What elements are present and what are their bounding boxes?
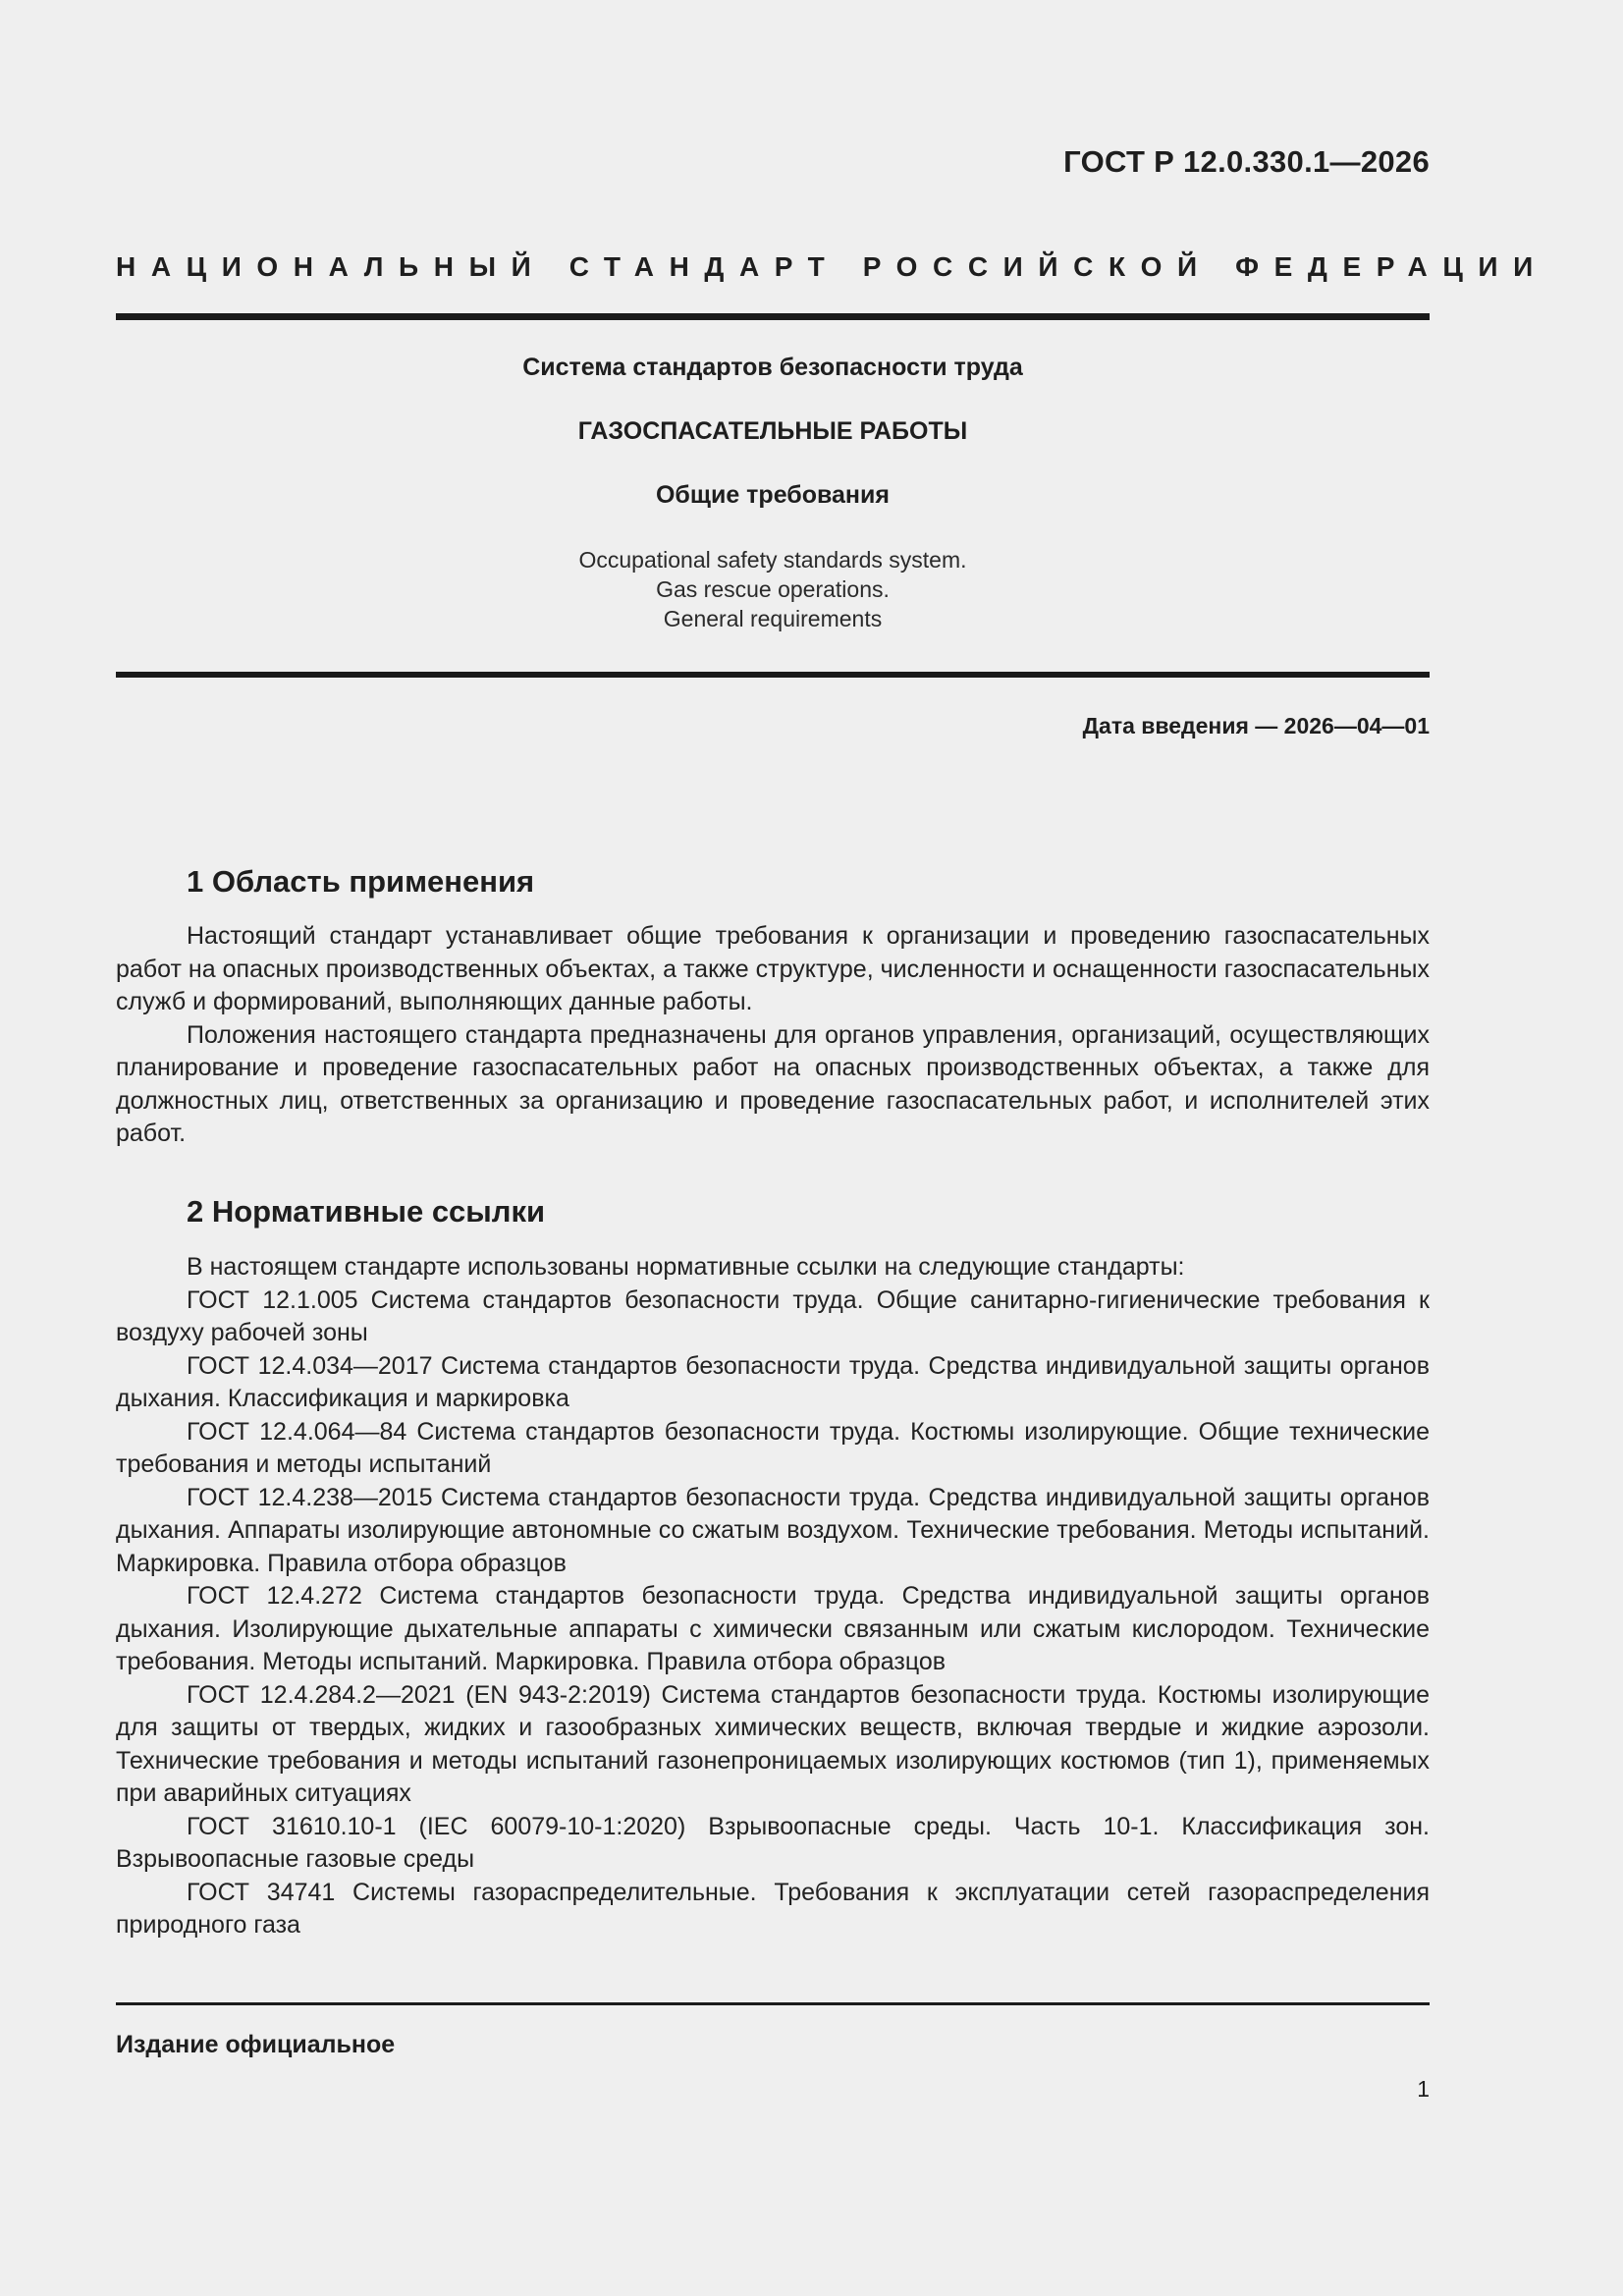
national-standard-banner: НАЦИОНАЛЬНЫЙ СТАНДАРТ РОССИЙСКОЙ ФЕДЕРАЦИИ	[116, 251, 1548, 282]
section-2-heading: 2 Нормативные ссылки	[187, 1194, 546, 1229]
reference-item: ГОСТ 12.1.005 Система стандартов безопасности труда. Общие санитарно-гигиенические требования к воздуху рабочей зоны	[116, 1285, 1430, 1346]
reference-item: ГОСТ 12.4.064—84 Система стандартов безопасности труда. Костюмы изолирующие. Общие технические требования и методы испытаний	[116, 1417, 1430, 1478]
reference-item: ГОСТ 12.4.034—2017 Система стандартов безопасности труда. Средства индивидуальной защиты органов дыхания. Классификация и маркировка	[116, 1351, 1430, 1412]
system-title: Система стандартов безопасности труда	[522, 354, 1023, 381]
paragraph: В настоящем стандарте использованы нормативные ссылки на следующие стандарты:	[187, 1253, 1185, 1281]
english-title	[116, 545, 1430, 633]
english-title-line: Occupational safety standards system.	[578, 547, 967, 573]
reference-item: ГОСТ 12.4.272 Система стандартов безопасности труда. Средства индивидуальной защиты органов дыхания. Изолирующие дыхательные аппараты с химически связанным или сжатым кислородом. Технические требования. Методы испытаний. Маркировка. Правила отбора образцов	[116, 1582, 1430, 1675]
reference-item: ГОСТ 31610.10-1 (IEC 60079-10-1:2020) Взрывоопасные среды. Часть 10-1. Классификация зон. Взрывоопасные газовые среды	[116, 1812, 1430, 1873]
main-title: ГАЗОСПАСАТЕЛЬНЫЕ РАБОТЫ	[577, 417, 968, 445]
paragraph: Настоящий стандарт устанавливает общие требования к организации и проведению газоспасательных работ на опасных производственных объектах, а также структуре, численности и оснащенности газоспасательных служб и формирований, выполняющих данные работы.	[116, 922, 1430, 1015]
english-title-line: Gas rescue operations.	[656, 576, 890, 602]
section-2-body	[116, 1251, 1430, 1942]
document-code: ГОСТ Р 12.0.330.1—2026	[1063, 144, 1430, 179]
official-edition-label: Издание официальное	[116, 2031, 396, 2058]
reference-item: ГОСТ 12.4.238—2015 Система стандартов безопасности труда. Средства индивидуальной защиты органов дыхания. Аппараты изолирующие автономные со сжатым воздухом. Технические требования. Методы испытаний. Маркировка. Правила отбора образцов	[116, 1483, 1430, 1577]
title-divider	[116, 672, 1430, 678]
document-page	[116, 0, 1548, 2296]
section-1-body	[116, 920, 1430, 1151]
reference-item: ГОСТ 12.4.284.2—2021 (EN 943-2:2019) Система стандартов безопасности труда. Костюмы изолирующие для защиты от твердых, жидких и газообразных химических веществ, включая твердые и жидкие аэрозоли. Технические требования и методы испытаний газонепроницаемых изолирующих костюмов (тип 1), применяемых при аварийных ситуациях	[116, 1680, 1430, 1807]
subtitle: Общие требования	[655, 481, 890, 509]
reference-item: ГОСТ 34741 Системы газораспределительные. Требования к эксплуатации сетей газораспределения природного газа	[116, 1878, 1430, 1939]
paragraph: Положения настоящего стандарта предназначены для органов управления, организаций, осуществляющих планирование и проведение газоспасательных работ на опасных производственных объектах, а также для должностных лиц, ответственных за организацию и проведение газоспасательных работ, и исполнителей этих работ.	[116, 1020, 1430, 1147]
english-title-line: General requirements	[663, 606, 883, 631]
top-divider	[116, 313, 1430, 320]
introduction-date: Дата введения — 2026—04—01	[1082, 713, 1430, 738]
footer-divider	[116, 2002, 1430, 2005]
section-1-heading: 1 Область применения	[187, 864, 535, 899]
page-number: 1	[1417, 2076, 1430, 2102]
